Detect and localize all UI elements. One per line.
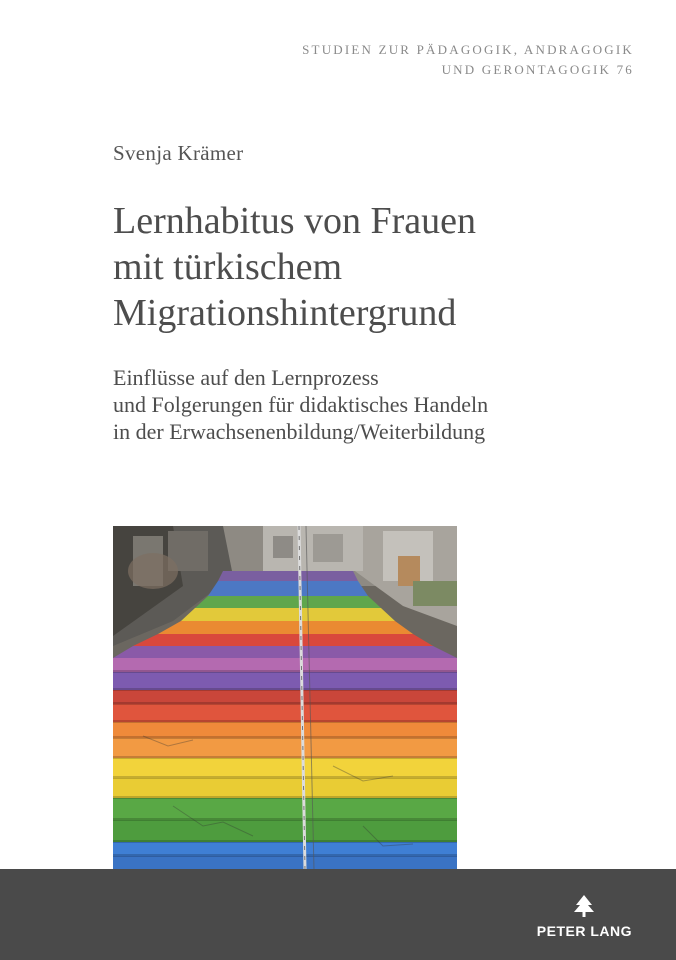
subtitle-line-2: und Folgerungen für didaktisches Handeln [113,392,489,417]
series-line-2: UND GERONTAGOGIK 76 [441,62,634,77]
cover-photo-rainbow-stairs [113,526,457,870]
publisher-logo [537,893,632,939]
rainbow-stairs-illustration [113,526,457,870]
title-line-3: Migrationshintergrund [113,292,457,334]
title-line-1: Lernhabitus von Frauen [113,200,477,242]
series-title [302,40,634,80]
peter-lang-tree-icon [571,893,597,919]
author-name: Svenja Krämer [113,141,244,165]
publisher-name: PETER LANG [536,923,632,939]
book-subtitle [113,364,488,445]
subtitle-line-1: Einflüsse auf den Lernprozess [113,365,379,390]
book-title [113,198,476,336]
subtitle-line-3: in der Erwachsenenbildung/Weiterbildung [113,419,486,444]
series-line-1: STUDIEN ZUR PÄDAGOGIK, ANDRAGOGIK [302,42,634,57]
title-line-2: mit türkischem [113,246,343,288]
